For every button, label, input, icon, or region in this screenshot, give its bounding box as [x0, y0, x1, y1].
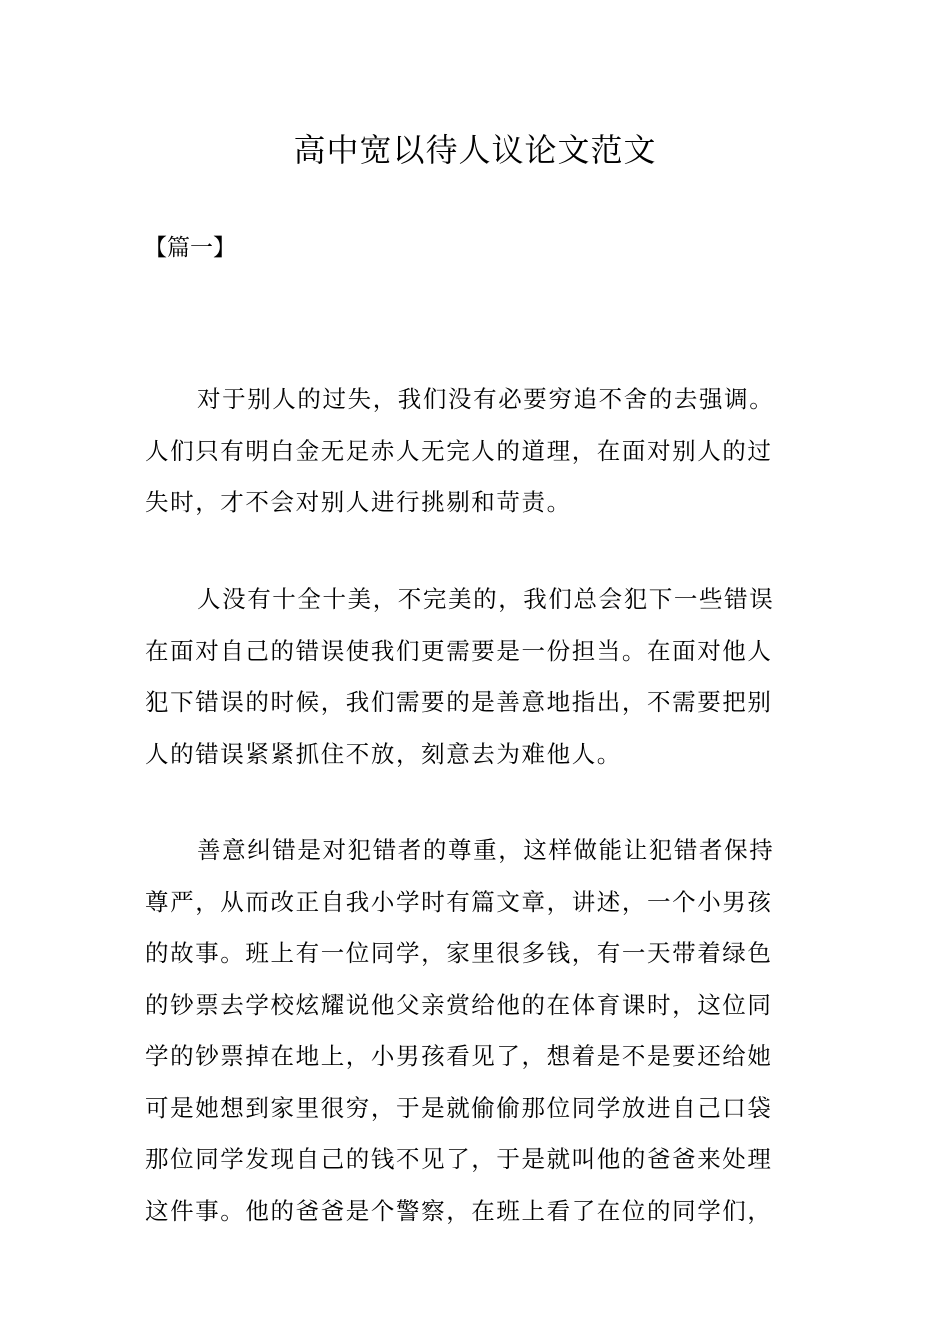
paragraph-line: 人的错误紧紧抓住不放，刻意去为难他人。 [145, 739, 622, 768]
paragraph-line: 的钞票去学校炫耀说他父亲赏给他的在体育课时，这位同 [145, 990, 773, 1019]
paragraph-line: 的故事。班上有一位同学，家里很多钱，有一天带着绿色 [145, 939, 773, 967]
paragraph-line: 犯下错误的时候，我们需要的是善意地指出，不需要把别 [145, 688, 773, 716]
paragraph-line: 可是她想到家里很穷，于是就偷偷那位同学放进自己口袋 [145, 1093, 773, 1122]
paragraph-line: 在面对自己的错误使我们更需要是一份担当。在面对他人 [145, 636, 773, 665]
paragraph-line: 学的钞票掉在地上，小男孩看见了，想着是不是要还给她 [145, 1042, 773, 1070]
paragraph-3 [145, 825, 807, 1237]
section-label: 【篇一】 [144, 235, 236, 261]
paragraph-line: 对于别人的过失，我们没有必要穷追不舍的去强调。 [197, 385, 775, 413]
paragraph-2 [145, 574, 807, 780]
paragraph-line: 这件事。他的爸爸是个警察，在班上看了在位的同学们， [145, 1196, 773, 1225]
paragraph-line: 人没有十全十美，不完美的，我们总会犯下一些错误 [197, 585, 775, 613]
document-title: 高中宽以待人议论文范文 [293, 131, 657, 169]
paragraph-line: 那位同学发现自己的钱不见了，于是就叫他的爸爸来处理 [145, 1145, 773, 1173]
paragraph-line: 失时，才不会对别人进行挑剔和苛责。 [145, 488, 572, 516]
paragraph-line: 人们只有明白金无足赤人无完人的道理，在面对别人的过 [145, 436, 773, 465]
paragraph-line: 尊严，从而改正自我小学时有篇文章，讲述，一个小男孩 [145, 887, 773, 916]
paragraph-1 [145, 374, 807, 529]
paragraph-line: 善意纠错是对犯错者的尊重，这样做能让犯错者保持 [197, 836, 775, 864]
